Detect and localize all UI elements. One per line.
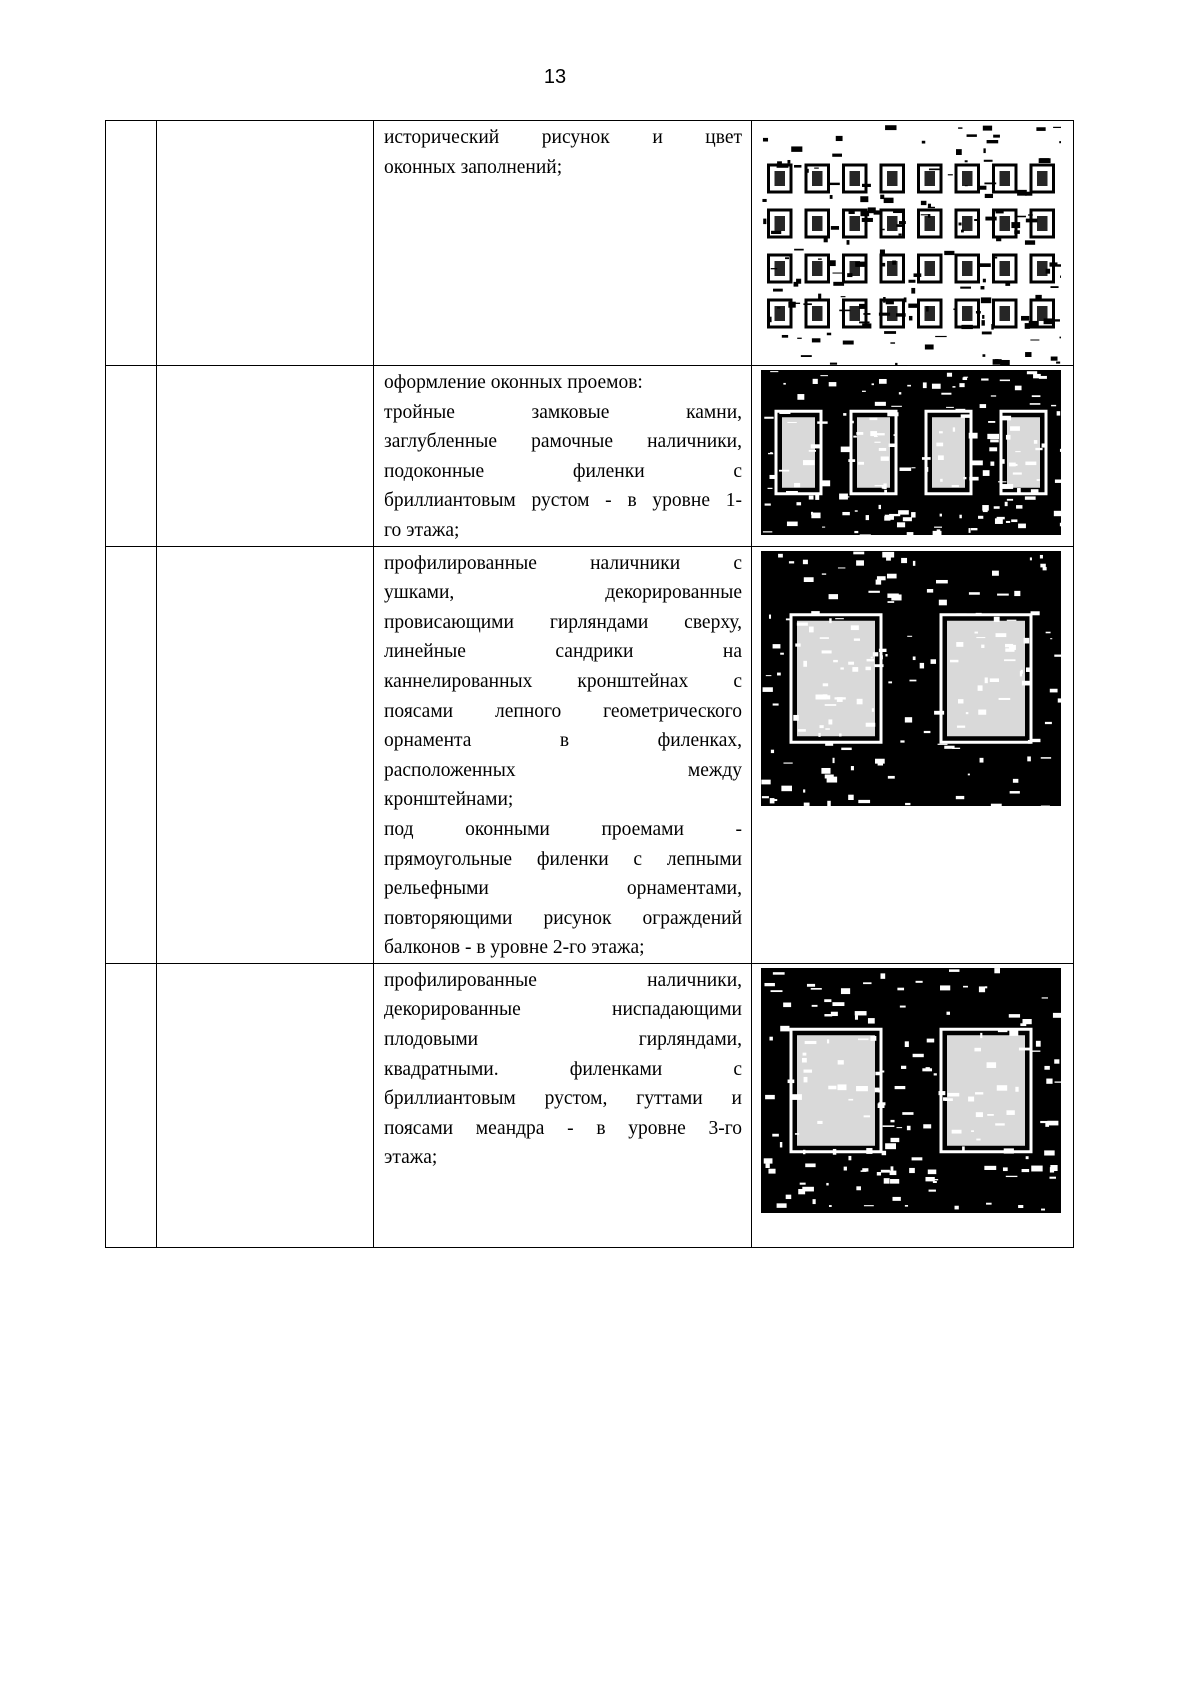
table-row: [106, 546, 1074, 963]
description-line: линейные сандрики на: [384, 641, 742, 663]
table-row: [106, 366, 1074, 547]
photo-cell: [752, 121, 1074, 366]
description-line: провисающими гирляндами сверху,: [384, 611, 742, 633]
table-row: [106, 121, 1074, 366]
description-line: исторический рисунок и цвет: [384, 127, 742, 148]
number-cell: [106, 121, 157, 366]
object-cell: [157, 546, 374, 963]
window-detail-photo-3: [761, 551, 1061, 806]
description-line: прямоугольные филенки с лепными: [384, 848, 742, 870]
description-line: рельефными орнаментами,: [384, 878, 742, 900]
description-line: поясами меандра - в уровне 3-го: [384, 1117, 742, 1139]
description-line: кронштейнами;: [384, 789, 514, 811]
object-cell: [157, 366, 374, 547]
description-cell: [374, 366, 752, 547]
description-line: бриллиантовым рустом, гуттами и: [384, 1088, 742, 1110]
description-line: плодовыми гирляндами,: [384, 1029, 742, 1051]
window-detail-photo-4: [761, 968, 1061, 1213]
description-line: заглубленные рамочные наличники,: [384, 431, 742, 453]
description-line: расположенных между: [384, 759, 742, 781]
description-line: бриллиантовым рустом - в уровне 1-: [384, 490, 742, 512]
description-line: тройные замковые камни,: [384, 401, 742, 423]
description-line: оформление оконных проемов:: [384, 372, 643, 393]
photo-cell: [752, 366, 1074, 547]
description-line: оконных заполнений;: [384, 156, 563, 178]
description-line: подоконные филенки с: [384, 460, 742, 482]
description-line: квадратными. филенками с: [384, 1058, 742, 1080]
page-number: 13: [543, 66, 567, 88]
number-cell: [106, 546, 157, 963]
description-line: орнамента в филенках,: [384, 730, 742, 752]
description-line: профилированные наличники,: [384, 969, 742, 991]
photo-cell: [752, 963, 1074, 1247]
description-line: го этажа;: [384, 519, 460, 541]
number-cell: [106, 366, 157, 547]
object-cell: [157, 963, 374, 1247]
description-line: декорированные ниспадающими: [384, 999, 742, 1021]
description-line: каннелированных кронштейнах с: [384, 670, 742, 692]
photo-cell: [752, 546, 1074, 963]
description-line: под оконными проемами -: [384, 818, 742, 840]
description-cell: [374, 963, 752, 1247]
features-table: [105, 120, 1074, 1248]
facade-photo-1: [761, 125, 1061, 365]
description-line: балконов - в уровне 2-го этажа;: [384, 937, 645, 959]
description-line: повторяющими рисунок ограждений: [384, 907, 742, 929]
description-cell: [374, 546, 752, 963]
description-line: поясами лепного геометрического: [384, 700, 742, 722]
window-detail-photo-2: [761, 370, 1061, 535]
description-line: профилированные наличники с: [384, 552, 742, 574]
description-line: этажа;: [384, 1147, 438, 1169]
table-row: [106, 963, 1074, 1247]
number-cell: [106, 963, 157, 1247]
object-cell: [157, 121, 374, 366]
description-cell: [374, 121, 752, 366]
description-line: ушками, декорированные: [384, 582, 742, 604]
